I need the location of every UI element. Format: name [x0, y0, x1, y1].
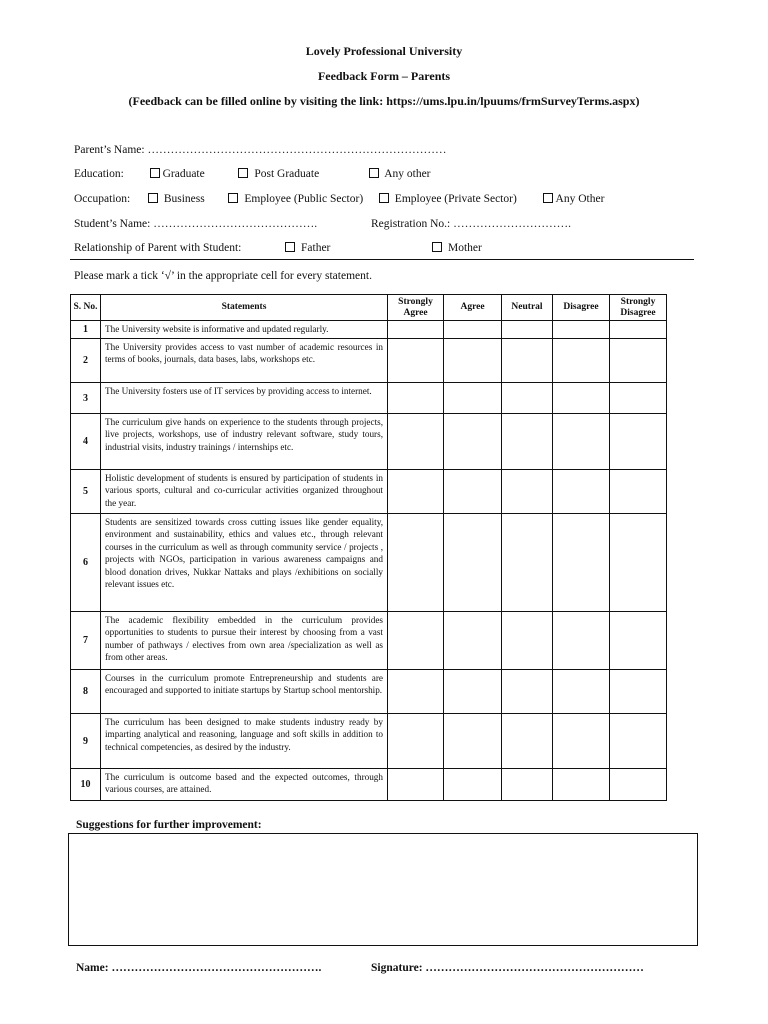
row-number: 4 — [71, 414, 101, 470]
cell-strongly-agree[interactable] — [388, 321, 444, 339]
education-row — [74, 168, 431, 180]
header-neutral: Neutral — [502, 295, 553, 321]
header-sno: S. No. — [71, 295, 101, 321]
table-row — [71, 714, 667, 769]
registration-no-field[interactable]: Registration No.: …………………………. — [371, 218, 571, 230]
cell-disagree[interactable] — [553, 670, 610, 714]
tick-instruction: Please mark a tick ‘√’ in the appropriate cell for every statement. — [74, 270, 372, 282]
university-name: Lovely Professional University — [305, 44, 463, 58]
education-option-post-graduate[interactable] — [238, 168, 319, 180]
form-title: Feedback Form – Parents — [317, 69, 451, 83]
signature-field[interactable]: Signature: ………………………………………………… — [371, 962, 644, 974]
table-header-row — [71, 295, 667, 321]
cell-strongly-agree[interactable] — [388, 514, 444, 612]
option-label: Employee (Public Sector) — [244, 193, 364, 205]
row-statement: Holistic development of students is ensured by participation of students in various sports, cultural and co-curricular activities organized throughout the year. — [101, 470, 388, 514]
cell-strongly-agree[interactable] — [388, 769, 444, 801]
cell-disagree[interactable] — [553, 383, 610, 414]
name-field[interactable]: Name: ………………………………………………. — [76, 962, 322, 974]
option-label: Any Other — [555, 193, 605, 205]
table-row — [71, 670, 667, 714]
row-number: 7 — [71, 612, 101, 670]
cell-strongly-agree[interactable] — [388, 670, 444, 714]
checkbox-icon[interactable] — [543, 193, 553, 203]
suggestions-textbox[interactable] — [68, 833, 698, 946]
relationship-row — [74, 242, 482, 254]
section-divider — [70, 259, 694, 260]
row-number: 9 — [71, 714, 101, 769]
header-agree: Agree — [444, 295, 502, 321]
cell-agree[interactable] — [444, 670, 502, 714]
cell-neutral[interactable] — [502, 383, 553, 414]
relationship-label: Relationship of Parent with Student: — [74, 242, 242, 254]
option-label: Employee (Private Sector) — [394, 193, 517, 205]
checkbox-icon[interactable] — [228, 193, 238, 203]
cell-neutral[interactable] — [502, 321, 553, 339]
cell-agree[interactable] — [444, 714, 502, 769]
checkbox-icon[interactable] — [285, 242, 295, 252]
cell-disagree[interactable] — [553, 339, 610, 383]
occupation-label: Occupation: — [74, 193, 131, 205]
cell-strongly-disagree[interactable] — [610, 414, 667, 470]
row-number: 5 — [71, 470, 101, 514]
checkbox-icon[interactable] — [369, 168, 379, 178]
table-row — [71, 514, 667, 612]
header-disagree: Disagree — [553, 295, 610, 321]
cell-agree[interactable] — [444, 612, 502, 670]
row-statement: The University provides access to vast number of academic resources in terms of books, journals, data bases, labs, workshops etc. — [101, 339, 388, 383]
occupation-option-business[interactable] — [148, 193, 205, 205]
cell-neutral[interactable] — [502, 414, 553, 470]
cell-strongly-disagree[interactable] — [610, 769, 667, 801]
cell-agree[interactable] — [444, 339, 502, 383]
row-statement: The University website is informative and updated regularly. — [101, 321, 388, 339]
option-label: Graduate — [162, 168, 205, 180]
cell-neutral[interactable] — [502, 514, 553, 612]
cell-strongly-agree[interactable] — [388, 612, 444, 670]
occupation-row — [74, 193, 604, 205]
cell-neutral[interactable] — [502, 470, 553, 514]
row-statement: The curriculum is outcome based and the expected outcomes, through various courses, are attained. — [101, 769, 388, 801]
cell-strongly-disagree[interactable] — [610, 670, 667, 714]
relationship-option-mother[interactable] — [432, 242, 482, 254]
online-link-note: (Feedback can be filled online by visiting the link: https://ums.lpu.in/lpuums/frmSurveyTerms.aspx) — [128, 94, 640, 108]
row-statement: The University fosters use of IT services by providing access to internet. — [101, 383, 388, 414]
cell-disagree[interactable] — [553, 414, 610, 470]
option-label: Any other — [384, 168, 431, 180]
option-label: Post Graduate — [254, 168, 320, 180]
cell-strongly-disagree[interactable] — [610, 470, 667, 514]
cell-agree[interactable] — [444, 383, 502, 414]
table-row — [71, 414, 667, 470]
option-label: Father — [301, 242, 331, 254]
header-strongly-disagree: Strongly Disagree — [610, 295, 667, 321]
cell-agree[interactable] — [444, 470, 502, 514]
cell-neutral[interactable] — [502, 612, 553, 670]
cell-neutral[interactable] — [502, 769, 553, 801]
row-number: 2 — [71, 339, 101, 383]
cell-strongly-disagree[interactable] — [610, 714, 667, 769]
cell-strongly-agree[interactable] — [388, 383, 444, 414]
education-option-any-other[interactable] — [369, 168, 431, 180]
row-number: 10 — [71, 769, 101, 801]
education-option-graduate[interactable] — [150, 168, 205, 180]
occupation-option-private-sector[interactable] — [379, 193, 517, 205]
header-statements: Statements — [101, 295, 388, 321]
cell-strongly-disagree[interactable] — [610, 383, 667, 414]
option-label: Mother — [448, 242, 482, 254]
row-number: 6 — [71, 514, 101, 612]
row-statement: Students are sensitized towards cross cutting issues like gender equality, environment and sustainability, ethics and values etc., through relevant courses in the curriculum as well as through community service / projects , projects with NGOs, participation in various awareness campaigns and blood donation drives, Nukkar Nattaks and plays /exhibitions on socially relevant issues etc. — [101, 514, 388, 612]
row-statement: The curriculum give hands on experience to the students through projects, live projects, workshops, use of industry relevant software, study tours, industrial visits, industry trainings / internships etc. — [101, 414, 388, 470]
table-row — [71, 321, 667, 339]
occupation-option-any-other[interactable] — [543, 193, 605, 205]
cell-disagree[interactable] — [553, 470, 610, 514]
feedback-table — [70, 294, 667, 801]
checkbox-icon[interactable] — [379, 193, 389, 203]
table-row — [71, 383, 667, 414]
row-number: 1 — [71, 321, 101, 339]
checkbox-icon[interactable] — [432, 242, 442, 252]
cell-strongly-agree[interactable] — [388, 470, 444, 514]
student-name-field[interactable]: Student’s Name: ……………………………………. — [74, 218, 318, 230]
relationship-option-father[interactable] — [285, 242, 330, 254]
row-statement: The curriculum has been designed to make students industry ready by imparting analytical and reasoning, language and soft skills in addition to technical competencies, as desired by the industry. — [101, 714, 388, 769]
cell-disagree[interactable] — [553, 514, 610, 612]
cell-agree[interactable] — [444, 514, 502, 612]
cell-neutral[interactable] — [502, 339, 553, 383]
cell-strongly-agree[interactable] — [388, 339, 444, 383]
cell-neutral[interactable] — [502, 714, 553, 769]
cell-strongly-disagree[interactable] — [610, 612, 667, 670]
cell-disagree[interactable] — [553, 769, 610, 801]
option-label: Business — [163, 193, 205, 205]
row-number: 3 — [71, 383, 101, 414]
cell-agree[interactable] — [444, 414, 502, 470]
cell-disagree[interactable] — [553, 612, 610, 670]
parent-name-field[interactable]: Parent’s Name: …………………………………………………………………… — [74, 144, 447, 156]
cell-strongly-disagree[interactable] — [610, 339, 667, 383]
table-row — [71, 339, 667, 383]
table-row — [71, 612, 667, 670]
cell-strongly-agree[interactable] — [388, 714, 444, 769]
suggestions-title: Suggestions for further improvement: — [76, 819, 262, 831]
cell-agree[interactable] — [444, 321, 502, 339]
header-strongly-agree: Strongly Agree — [388, 295, 444, 321]
occupation-option-public-sector[interactable] — [228, 193, 363, 205]
cell-disagree[interactable] — [553, 321, 610, 339]
cell-neutral[interactable] — [502, 670, 553, 714]
table-row — [71, 470, 667, 514]
checkbox-icon[interactable] — [238, 168, 248, 178]
row-statement: Courses in the curriculum promote Entrepreneurship and students are encouraged and supported to initiate startups by Startup school mentorship. — [101, 670, 388, 714]
cell-strongly-disagree[interactable] — [610, 514, 667, 612]
cell-strongly-disagree[interactable] — [610, 321, 667, 339]
checkbox-icon[interactable] — [150, 168, 160, 178]
table-row — [71, 769, 667, 801]
row-number: 8 — [71, 670, 101, 714]
cell-disagree[interactable] — [553, 714, 610, 769]
education-label: Education: — [74, 168, 124, 180]
checkbox-icon[interactable] — [148, 193, 158, 203]
row-statement: The academic flexibility embedded in the curriculum provides opportunities to students to pursue their interest by choosing from a vast number of pathways / electives from own area /specialization as well as from other areas. — [101, 612, 388, 670]
cell-strongly-agree[interactable] — [388, 414, 444, 470]
cell-agree[interactable] — [444, 769, 502, 801]
